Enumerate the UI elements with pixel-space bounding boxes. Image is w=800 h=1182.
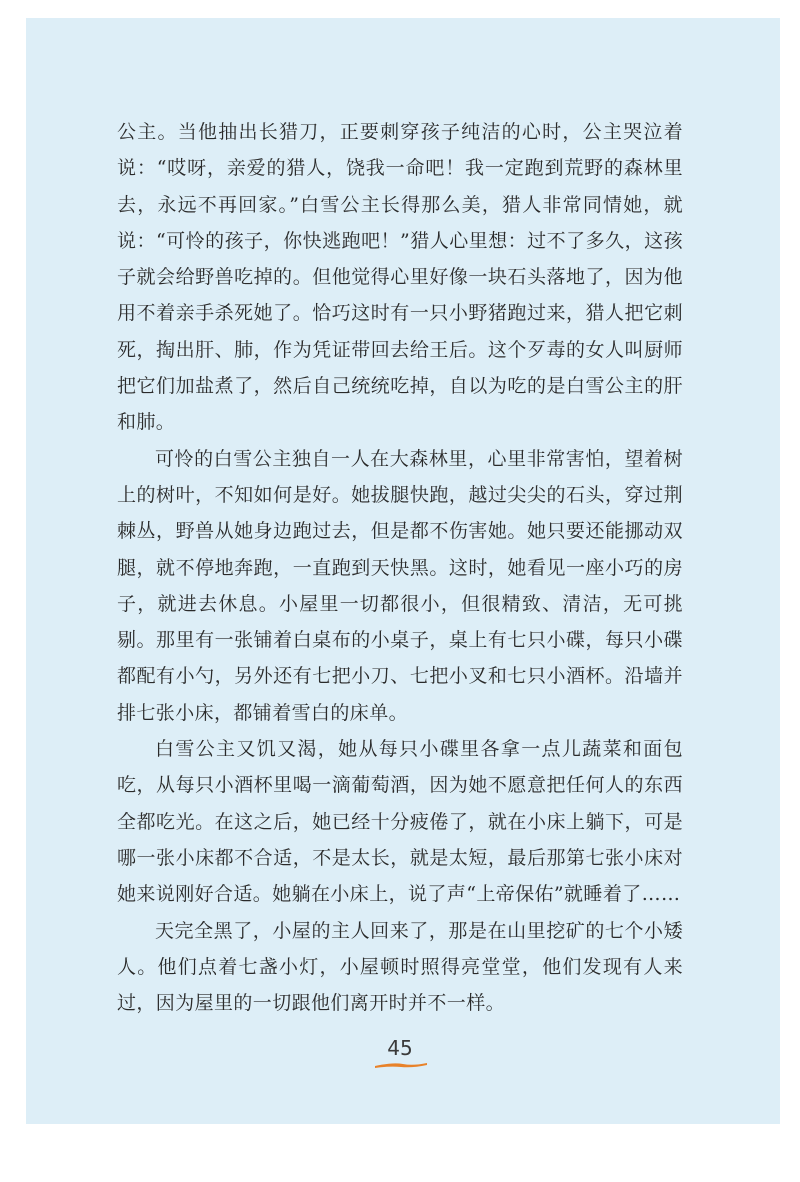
paragraph-4: 天完全黑了，小屋的主人回来了，那是在山里挖矿的七个小矮人。他们点着七盏小灯，小屋顿时照得亮堂堂，他们发现有人来过，因为屋里的一切跟他们离开时并不一样。 xyxy=(117,919,683,1015)
page-number-underline xyxy=(373,1060,429,1070)
page-number: 45 xyxy=(387,1036,413,1060)
paragraph-3: 白雪公主又饥又渴，她从每只小碟里各拿一点儿蔬菜和面包吃，从每只小酒杯里喝一滴葡萄酒，因为她不愿意把任何人的东西全都吃光。在这之后，她已经十分疲倦了，就在小床上躺下，可是哪一张小床都不合适，不是太长，就是太短，最后那第七张小床对她来说刚好合适。她躺在小床上，说了声“上帝保佑”就睡着了…… xyxy=(117,738,683,906)
body-text xyxy=(117,114,683,1021)
paragraph-2: 可怜的白雪公主独自一人在大森林里，心里非常害怕，望着树上的树叶，不知如何是好。她拔腿快跑，越过尖尖的石头，穿过荆棘丛，野兽从她身边跑过去，但是都不伤害她。她只要还能挪动双腿，就不停地奔跑，一直跑到天快黑。这时，她看见一座小巧的房子，就进去休息。小屋里一切都很小，但很精致、清洁，无可挑剔。那里有一张铺着白桌布的小桌子，桌上有七只小碟，每只小碟都配有小勺，另外还有七把小刀、七把小叉和七只小酒杯。沿墙并排七张小床，都铺着雪白的床单。 xyxy=(117,447,683,724)
paragraph-1: 公主。当他抽出长猎刀，正要刺穿孩子纯洁的心时，公主哭泣着说：“哎呀，亲爱的猎人，饶我一命吧！我一定跑到荒野的森林里去，永远不再回家。”白雪公主长得那么美，猎人非常同情她，就说：“可怜的孩子，你快逃跑吧！”猎人心里想：过不了多久，这孩子就会给野兽吃掉的。但他觉得心里好像一块石头落地了，因为他用不着亲手杀死她了。恰巧这时有一只小野猪跑过来，猎人把它刺死，掏出肝、肺，作为凭证带回去给王后。这个歹毒的女人叫厨师把它们加盐煮了，然后自己统统吃掉，自以为吃的是白雪公主的肝和肺。 xyxy=(117,121,683,434)
